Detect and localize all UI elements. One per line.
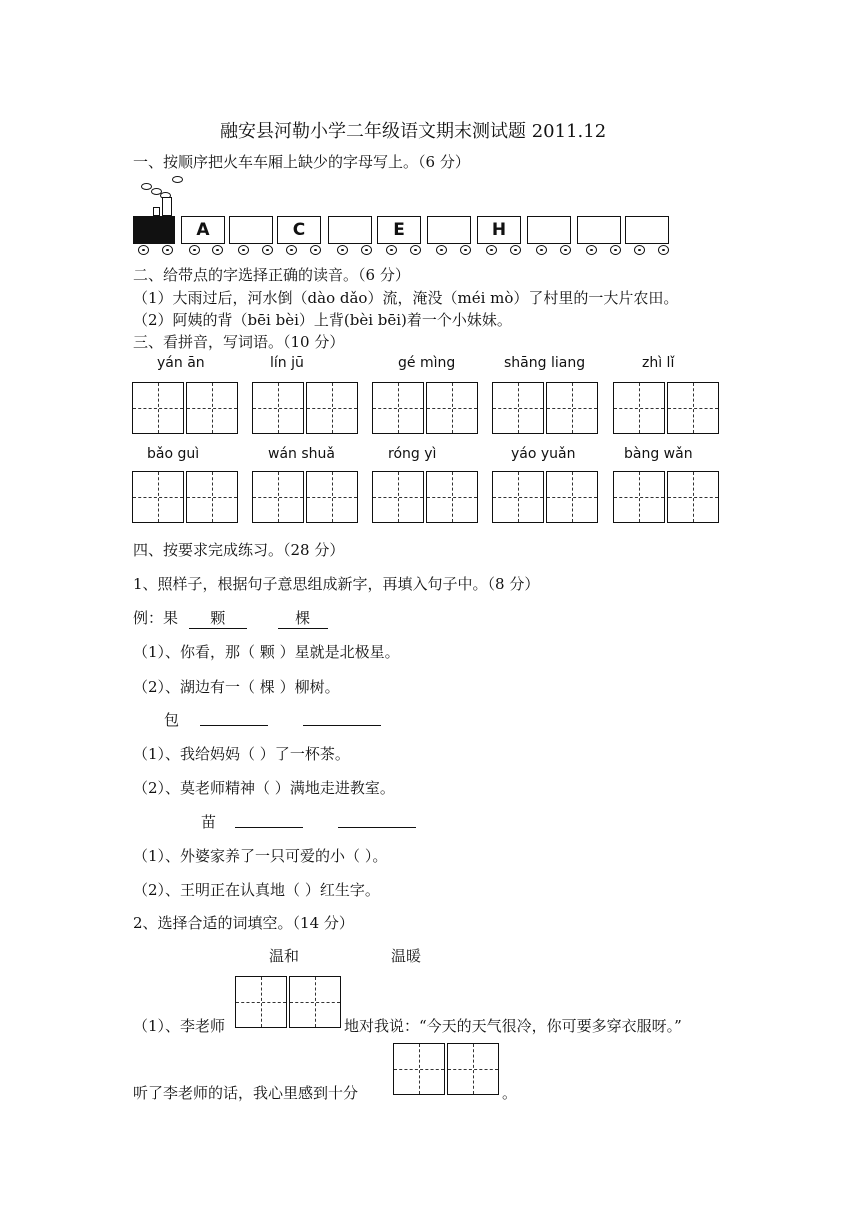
wheel xyxy=(238,245,249,255)
section-2-sentence-1: （1）大雨过后，河水倒（dào dǎo）流，淹没（méi mò）了村里的一大片农田。 xyxy=(133,289,679,307)
char-miao: 苗 xyxy=(201,813,217,831)
blank-line[interactable] xyxy=(338,827,416,828)
writing-box[interactable] xyxy=(186,471,238,523)
pinyin-label: wán shuǎ xyxy=(268,446,335,462)
example-sentence-2: （2）、湖边有一（ 棵 ）柳树。 xyxy=(133,678,340,696)
wheel xyxy=(189,245,200,255)
wheel xyxy=(310,245,321,255)
writing-box[interactable] xyxy=(393,1043,445,1095)
pinyin-label: gé mìng xyxy=(398,355,456,371)
writing-box[interactable] xyxy=(289,976,341,1028)
wheel xyxy=(486,245,497,255)
writing-box[interactable] xyxy=(546,382,598,434)
wheel xyxy=(460,245,471,255)
writing-box[interactable] xyxy=(132,471,184,523)
wheel xyxy=(212,245,223,255)
miao-sentence-2: （2）、王明正在认真地（ ）红生字。 xyxy=(133,881,380,899)
wheel xyxy=(138,245,149,255)
char-bao: 包 xyxy=(164,711,180,729)
wheel xyxy=(162,245,173,255)
example-word-2: 棵 xyxy=(278,608,328,629)
train-car-1: A xyxy=(181,216,225,244)
wheel xyxy=(610,245,621,255)
example-sentence-1: （1）、你看，那（ 颗 ）星就是北极星。 xyxy=(133,643,400,661)
section-4-heading: 四、按要求完成练习。（28 分） xyxy=(133,541,345,559)
wheel xyxy=(436,245,447,255)
wheel xyxy=(586,245,597,255)
train-car-7: H xyxy=(477,216,521,244)
fill-sentence-2-start: 听了李老师的话，我心里感到十分 xyxy=(133,1084,359,1102)
train-car-2 xyxy=(229,216,273,244)
wheel xyxy=(560,245,571,255)
writing-box[interactable] xyxy=(613,382,665,434)
fill-sentence-2-end: 。 xyxy=(502,1084,518,1102)
section-2-heading: 二、给带点的字选择正确的读音。（6 分） xyxy=(133,266,410,284)
wheel xyxy=(536,245,547,255)
writing-box[interactable] xyxy=(613,471,665,523)
train-car-6 xyxy=(427,216,471,244)
writing-box[interactable] xyxy=(306,471,358,523)
writing-box[interactable] xyxy=(252,471,304,523)
wheel xyxy=(510,245,521,255)
section-3-heading: 三、看拼音，写词语。（10 分） xyxy=(133,333,345,351)
pinyin-label: bǎo guì xyxy=(147,446,200,462)
wheel xyxy=(337,245,348,255)
writing-box[interactable] xyxy=(372,382,424,434)
part-2-instruction: 2、选择合适的词填空。（14 分） xyxy=(133,914,354,932)
page-title: 融安县河勒小学二年级语文期末测试题 2011.12 xyxy=(220,121,607,142)
part-1-instruction: 1、照样子，根据句子意思组成新字，再填入句子中。（8 分） xyxy=(133,575,540,593)
blank-line[interactable] xyxy=(303,725,381,726)
train-car-9 xyxy=(577,216,621,244)
writing-box[interactable] xyxy=(492,471,544,523)
train-car-3: C xyxy=(277,216,321,244)
pinyin-label: shāng liang xyxy=(504,355,586,371)
train-car-4 xyxy=(328,216,372,244)
pinyin-label: yáo yuǎn xyxy=(511,446,576,462)
pinyin-label: róng yì xyxy=(388,446,437,462)
train-chimney xyxy=(162,197,172,216)
train-car-10 xyxy=(625,216,669,244)
fill-sentence-1-end: 地对我说：“今天的天气很冷，你可要多穿衣服呀。” xyxy=(344,1017,682,1035)
train-chimney-small xyxy=(153,207,160,216)
writing-box[interactable] xyxy=(132,382,184,434)
wheel xyxy=(410,245,421,255)
writing-box[interactable] xyxy=(667,382,719,434)
section-2-sentence-2: （2）阿姨的背（bēi bèi）上背(bèi bēi)着一个小妹妹。 xyxy=(133,311,512,329)
pinyin-label: yán ān xyxy=(157,355,205,371)
section-1-heading: 一、按顺序把火车车厢上缺少的字母写上。（6 分） xyxy=(133,153,470,171)
wheel xyxy=(286,245,297,255)
wheel xyxy=(361,245,372,255)
writing-box[interactable] xyxy=(235,976,287,1028)
writing-box[interactable] xyxy=(426,382,478,434)
train-car-8 xyxy=(527,216,571,244)
pinyin-label: bàng wǎn xyxy=(624,446,693,462)
writing-box[interactable] xyxy=(546,471,598,523)
writing-box[interactable] xyxy=(667,471,719,523)
writing-box[interactable] xyxy=(426,471,478,523)
example-line xyxy=(133,608,328,629)
writing-box[interactable] xyxy=(447,1043,499,1095)
bao-sentence-2: （2）、莫老师精神（ ）满地走进教室。 xyxy=(133,779,395,797)
writing-box[interactable] xyxy=(306,382,358,434)
pinyin-label: zhì lǐ xyxy=(642,355,675,371)
bao-sentence-1: （1）、我给妈妈（ ）了一杯茶。 xyxy=(133,745,350,763)
blank-line[interactable] xyxy=(200,725,268,726)
smoke-puff xyxy=(172,176,183,183)
wheel xyxy=(386,245,397,255)
miao-sentence-1: （1）、外婆家养了一只可爱的小（ ）。 xyxy=(133,847,388,865)
pinyin-label: lín jū xyxy=(270,355,304,371)
fill-sentence-1-start: （1）、李老师 xyxy=(133,1017,226,1035)
writing-box[interactable] xyxy=(252,382,304,434)
wheel xyxy=(658,245,669,255)
word-option-2: 温暖 xyxy=(391,947,422,965)
train-car-5: E xyxy=(377,216,421,244)
word-option-1: 温和 xyxy=(269,947,300,965)
wheel xyxy=(262,245,273,255)
locomotive xyxy=(133,216,175,244)
writing-box[interactable] xyxy=(186,382,238,434)
writing-box[interactable] xyxy=(372,471,424,523)
example-label: 例：果 xyxy=(133,609,179,627)
smoke-puff xyxy=(141,183,152,190)
wheel xyxy=(634,245,645,255)
writing-box[interactable] xyxy=(492,382,544,434)
example-word-1: 颗 xyxy=(189,608,247,629)
blank-line[interactable] xyxy=(235,827,303,828)
